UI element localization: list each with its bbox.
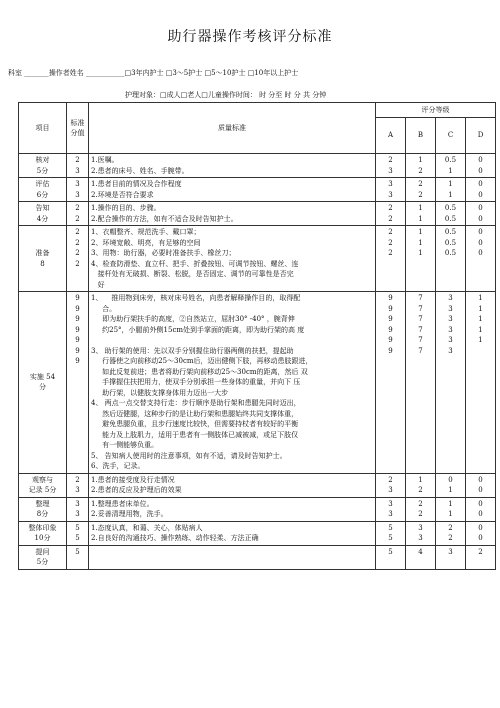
col-header-score: 标准分值 — [67, 103, 89, 154]
row-grade-a-value: 3 — [388, 499, 393, 508]
row-score — [67, 202, 89, 226]
row-grade-d-value: 0 — [478, 510, 483, 518]
row-standard-value: 助行架，以健肢支撑身体用力迈出一大步 — [91, 388, 229, 397]
row-grade-b-value: 2 — [418, 166, 423, 175]
row-grade-b-value: 7 — [418, 315, 423, 323]
row-grade-d — [466, 154, 496, 178]
row-standard — [89, 545, 376, 569]
row-item-label: 告知 4分 — [19, 202, 67, 226]
row-standard-value: 约25°，小腿前外侧15cm处到手掌面的距离，即为助行架的高 度 — [91, 325, 305, 334]
row-standard-value: 4、检查防滑垫、直立杆、把手、折叠按钮、可调节按钮、螺丝、连 — [91, 259, 299, 268]
row-grade-c — [436, 521, 466, 545]
row-score-value: 9 — [75, 294, 80, 302]
row-grade-b-value: 7 — [418, 294, 423, 302]
row-grade-b-value: 1 — [418, 475, 423, 484]
row-grade-d-value: 1 — [478, 304, 483, 313]
row-grade-a — [376, 178, 406, 202]
row-grade-b-value: 1 — [418, 228, 423, 236]
row-score — [67, 545, 89, 569]
row-grade-d-value: 0 — [478, 238, 483, 247]
col-header-b: B — [406, 117, 436, 153]
row-grade-b-value: 1 — [418, 156, 423, 164]
row-grade-c-value: 2 — [448, 534, 453, 542]
row-grade-b — [406, 202, 436, 226]
row-grade-b-value: 3 — [418, 534, 423, 542]
row-score-value: 2 — [75, 156, 80, 164]
row-score-value: 9 — [75, 315, 80, 323]
row-grade-d-value: 0 — [478, 249, 483, 257]
row-grade-a — [376, 226, 406, 292]
row-score — [67, 497, 89, 521]
row-standard-value: 然后迈健腿，这种步行的是让助行架和患腿始终共同支撑体重， — [91, 409, 299, 418]
row-grade-d — [466, 545, 496, 569]
row-grade-a-value: 3 — [388, 190, 393, 199]
row-grade-c-value: 0.5 — [444, 214, 457, 223]
col-header-item: 项目 — [19, 103, 67, 154]
row-grade-c — [436, 178, 466, 202]
row-standard-value: 1.整理患者床单位。 — [91, 499, 154, 508]
row-grade-c-value: 1 — [448, 180, 453, 188]
row-score-value: 2 — [75, 214, 80, 223]
row-standard-value: 手撑握住扶把用力，使双手分别承担一些身体的重量，并向下 压 — [91, 378, 301, 386]
row-standard — [89, 154, 376, 178]
row-grade-b — [406, 178, 436, 202]
row-standard-value: 3、 助行架的使用：先以双手分别握住助行器两侧的扶把，提起助 — [91, 346, 294, 355]
header-patient-line: 护理对象：□成人□老人□儿童操作时间： 时 分至 时 分 共 分钟 — [125, 91, 327, 99]
row-score-value: 5 — [75, 534, 80, 542]
row-grade-c-value: 1 — [448, 190, 453, 199]
row-score-value: 5 — [75, 547, 80, 556]
row-item-label: 核对 5分 — [19, 154, 67, 178]
row-score-value: 3 — [75, 499, 80, 508]
row-grade-d — [466, 178, 496, 202]
row-grade-a-value: 5 — [388, 523, 393, 532]
row-score-value: 5 — [75, 523, 80, 532]
row-standard-value: 2.妥善清理用物，洗手。 — [91, 510, 168, 518]
row-grade-c — [436, 497, 466, 521]
row-standard-value: 接杆处有无破损、断裂、松脱，是否固定、调节的可靠性是否完 — [91, 270, 294, 278]
table-body — [19, 154, 496, 570]
table-row — [19, 497, 496, 521]
row-standard-value — [91, 335, 373, 346]
row-grade-d-value: 0 — [478, 499, 483, 508]
row-grade-d — [466, 202, 496, 226]
row-grade-b — [406, 545, 436, 569]
row-grade-a-value: 9 — [388, 304, 393, 313]
row-grade-a-value: 9 — [388, 294, 393, 302]
row-grade-d-value: 0 — [478, 486, 483, 494]
row-grade-b-value: 7 — [418, 304, 423, 313]
row-standard — [89, 178, 376, 202]
table-row — [19, 154, 496, 178]
row-standard-value: 2.自良好的沟通技巧、操作熟练、动作轻柔、方法正确 — [91, 534, 259, 542]
row-score-value: 3 — [75, 510, 80, 518]
row-grade-a-value: 2 — [388, 238, 393, 247]
row-score-value: 3 — [75, 486, 80, 494]
row-score-value: 9 — [75, 346, 80, 355]
row-grade-a — [376, 292, 406, 474]
row-grade-b — [406, 521, 436, 545]
header-operator-line: 科室 _______操作者姓名 ___________□3年内护士 □3～5护士 □5～10护士 □10年以上护士 — [8, 69, 299, 77]
row-score — [67, 226, 89, 292]
table-row — [19, 473, 496, 497]
row-standard — [89, 473, 376, 497]
table-row — [19, 545, 496, 569]
row-grade-d-value — [468, 346, 493, 357]
row-grade-a-value: 2 — [388, 204, 393, 212]
row-grade-c — [436, 154, 466, 178]
row-grade-a — [376, 521, 406, 545]
row-grade-b-value: 7 — [418, 336, 423, 344]
row-score — [67, 178, 89, 202]
row-standard-value: 5、 告知病人使用时的注意事项，如有不适，请及时告知护士。 — [91, 451, 287, 460]
row-score — [67, 473, 89, 497]
row-grade-c-value: 0.5 — [444, 156, 457, 164]
row-standard — [89, 521, 376, 545]
col-header-standard: 质量标准 — [89, 103, 376, 154]
row-grade-d-value: 0 — [478, 214, 483, 223]
row-score-value: 2 — [75, 204, 80, 212]
row-grade-c — [436, 292, 466, 474]
row-standard-value: 能力及上肢肌力，适用于患者有一侧肢体已减被减，或足下肢仅 — [91, 430, 299, 439]
row-grade-b-value: 1 — [418, 249, 423, 257]
row-grade-b — [406, 292, 436, 474]
row-grade-c-value: 3 — [448, 547, 453, 556]
row-grade-a — [376, 473, 406, 497]
row-grade-b-value: 2 — [418, 510, 423, 518]
row-grade-c — [436, 202, 466, 226]
row-grade-c-value: 0.5 — [444, 228, 457, 236]
row-score-value: 2 — [75, 249, 80, 257]
row-grade-b-value: 1 — [418, 214, 423, 223]
row-grade-d-value: 0 — [478, 475, 483, 484]
col-header-a: A — [376, 117, 406, 153]
table-row — [19, 226, 496, 292]
row-grade-a-value: 2 — [388, 228, 393, 236]
row-score-value: 3 — [75, 180, 80, 188]
row-item-label: 整理 8分 — [19, 497, 67, 521]
row-standard-value: 1.态度认真，和蔼、关心，体贴病人 — [91, 523, 203, 532]
row-score-value: 3 — [75, 166, 80, 175]
row-grade-b-value — [408, 259, 433, 270]
row-grade-d-value: 1 — [478, 336, 483, 344]
row-standard-value: 2.患者的床号、姓名、手腕带。 — [91, 166, 189, 175]
row-score-value: 2 — [75, 259, 80, 268]
row-grade-c — [436, 226, 466, 292]
row-grade-a — [376, 497, 406, 521]
row-grade-d — [466, 497, 496, 521]
row-grade-d-value: 0 — [478, 204, 483, 212]
row-score-value: 2 — [75, 228, 80, 236]
row-grade-c-value: 0.5 — [444, 238, 457, 247]
row-grade-c-value: 3 — [448, 315, 453, 323]
row-grade-d-value: 1 — [478, 325, 483, 334]
row-standard-value: 3、用物：助行器，必要时准备扶手、橡丝刀； — [91, 249, 236, 257]
row-grade-a-value: 9 — [388, 346, 393, 355]
row-grade-a — [376, 545, 406, 569]
row-item-label: 整体印象 10分 — [19, 521, 67, 545]
col-header-c: C — [436, 117, 466, 153]
row-standard-value: 4、 两点一点交替支持行走：步行顺序是助行架和患腿先同时迈出， — [91, 399, 301, 407]
row-grade-d-value: 0 — [478, 180, 483, 188]
row-standard — [89, 226, 376, 292]
row-standard — [89, 292, 376, 474]
row-grade-d-value: 2 — [478, 547, 483, 556]
row-standard-value: 1.患者的接受度及行走情况 — [91, 475, 175, 484]
row-standard-value: 行器使之向前移动25～30cm后，迈出健侧下肢，再移动患肢跟进， — [91, 357, 313, 365]
row-score-value: 9 — [75, 325, 80, 334]
row-grade-a-value: 9 — [388, 336, 393, 344]
row-grade-b-value: 7 — [418, 346, 423, 355]
row-grade-c-value — [438, 259, 463, 270]
row-standard-value: 2.环境是否符合要求 — [91, 190, 154, 199]
row-grade-b-value: 2 — [418, 486, 423, 494]
row-grade-b-value: 7 — [418, 325, 423, 334]
table-row — [19, 521, 496, 545]
row-score — [67, 292, 89, 474]
row-standard-value: 1.患者目前的情况及合作程度 — [91, 180, 182, 188]
row-standard-value: 6、洗手，记录。 — [91, 462, 145, 470]
row-standard-value: 避免患腿负重，且步行速度比较快，但需要持杖者有较好的平衡 — [91, 420, 299, 428]
row-score-value: 2 — [75, 475, 80, 484]
row-standard — [89, 497, 376, 521]
row-standard-value: 2.患者的反应及护理后的效果 — [91, 486, 182, 494]
row-grade-c-value: 1 — [448, 166, 453, 175]
row-grade-d — [466, 521, 496, 545]
row-grade-c-value: 0 — [448, 475, 453, 484]
scoring-table — [18, 102, 496, 570]
row-grade-d-value: 1 — [478, 294, 483, 302]
row-grade-a-value — [378, 259, 403, 270]
row-grade-a-value: 3 — [388, 486, 393, 494]
row-grade-d-value: 0 — [478, 534, 483, 542]
row-grade-a-value: 3 — [388, 510, 393, 518]
row-grade-b — [406, 154, 436, 178]
row-grade-a — [376, 154, 406, 178]
row-item-label: 实施 54 分 — [19, 292, 67, 474]
row-grade-c-value: 2 — [448, 523, 453, 532]
row-grade-c — [436, 545, 466, 569]
row-grade-d-value: 0 — [478, 523, 483, 532]
row-grade-d-value: 0 — [478, 190, 483, 199]
row-grade-a-value: 9 — [388, 325, 393, 334]
row-grade-b-value: 2 — [418, 190, 423, 199]
row-grade-c-value: 3 — [448, 304, 453, 313]
row-item-label: 提问 5分 — [19, 545, 67, 569]
row-score-value: 3 — [75, 190, 80, 199]
row-grade-b-value: 1 — [418, 204, 423, 212]
row-standard-value: 合。 — [91, 304, 117, 313]
row-grade-c-value: 3 — [448, 325, 453, 334]
page-title: 助行器操作考核评分标准 — [167, 29, 333, 45]
row-standard-value — [91, 547, 373, 558]
row-grade-b — [406, 473, 436, 497]
row-grade-a-value: 3 — [388, 166, 393, 175]
row-grade-d-value: 0 — [478, 166, 483, 175]
row-score-value: 2 — [75, 238, 80, 247]
col-header-grade: 评分等级 — [376, 103, 496, 118]
row-standard-value: 2.配合操作的方法，如有不适合及时告知护士。 — [91, 214, 238, 223]
row-item-label: 准备 8 — [19, 226, 67, 292]
row-grade-c-value: 1 — [448, 499, 453, 508]
row-grade-c-value: 3 — [448, 346, 453, 355]
row-score-value: 9 — [75, 336, 80, 344]
row-grade-d — [466, 226, 496, 292]
row-grade-b-value: 4 — [418, 547, 423, 556]
row-standard-value: 1.操作的目的、步骤。 — [91, 204, 161, 212]
row-grade-d-value: 0 — [478, 156, 483, 164]
row-standard-value: 1、 推用物到床旁，核对床号姓名，向患者解释操作目的，取得配 — [91, 294, 301, 302]
row-grade-a-value: 5 — [388, 534, 393, 542]
row-grade-c-value: 1 — [448, 486, 453, 494]
row-grade-b-value: 3 — [418, 523, 423, 532]
row-grade-c-value: 3 — [448, 336, 453, 344]
row-grade-a-value: 2 — [388, 249, 393, 257]
row-grade-b-value: 1 — [418, 238, 423, 247]
table-row — [19, 292, 496, 474]
row-grade-d-value — [468, 259, 493, 270]
row-item-label: 评估 6分 — [19, 178, 67, 202]
row-grade-a-value: 3 — [388, 180, 393, 188]
row-grade-a-value: 2 — [388, 156, 393, 164]
col-header-d: D — [466, 117, 496, 153]
row-score-value: 9 — [75, 304, 80, 313]
row-grade-a — [376, 202, 406, 226]
row-standard-value: 如此反复前进；患者将助行架向前移动25～30cm的距离，然后 双 — [91, 367, 308, 376]
row-standard-value: 好 — [91, 280, 105, 289]
row-score-value: 9 — [75, 357, 80, 365]
table-row — [19, 202, 496, 226]
row-score — [67, 521, 89, 545]
row-grade-d-value: 1 — [478, 315, 483, 323]
row-score — [67, 154, 89, 178]
row-standard-value: 即为助行架扶手的高度，②自然站立，屈肘30° -40° ，腕背伸 — [91, 315, 295, 323]
row-grade-b-value: 2 — [418, 499, 423, 508]
row-grade-b — [406, 497, 436, 521]
row-grade-a-value: 2 — [388, 475, 393, 484]
row-standard — [89, 202, 376, 226]
row-grade-a-value: 5 — [388, 547, 393, 556]
row-grade-c — [436, 473, 466, 497]
row-standard-value: 2、环境宽敞、明亮，有足够的空间 — [91, 238, 201, 247]
row-grade-b — [406, 226, 436, 292]
row-grade-d — [466, 292, 496, 474]
table-row — [19, 178, 496, 202]
row-standard-value: 有一侧能够负重。 — [91, 441, 159, 449]
row-grade-b-value: 2 — [418, 180, 423, 188]
row-grade-a-value: 2 — [388, 214, 393, 223]
row-grade-c-value: 0.5 — [444, 249, 457, 257]
row-item-label: 观察与 记录 5分 — [19, 473, 67, 497]
row-grade-c-value: 1 — [448, 510, 453, 518]
row-standard-value: 1.医嘱。 — [91, 156, 119, 164]
row-standard-value: 1、衣帽整齐、规范洗手、戴口罩； — [91, 228, 201, 236]
row-grade-d-value: 0 — [478, 228, 483, 236]
row-grade-a-value: 9 — [388, 315, 393, 323]
row-grade-c-value: 3 — [448, 294, 453, 302]
row-grade-c-value: 0.5 — [444, 204, 457, 212]
row-grade-d — [466, 473, 496, 497]
